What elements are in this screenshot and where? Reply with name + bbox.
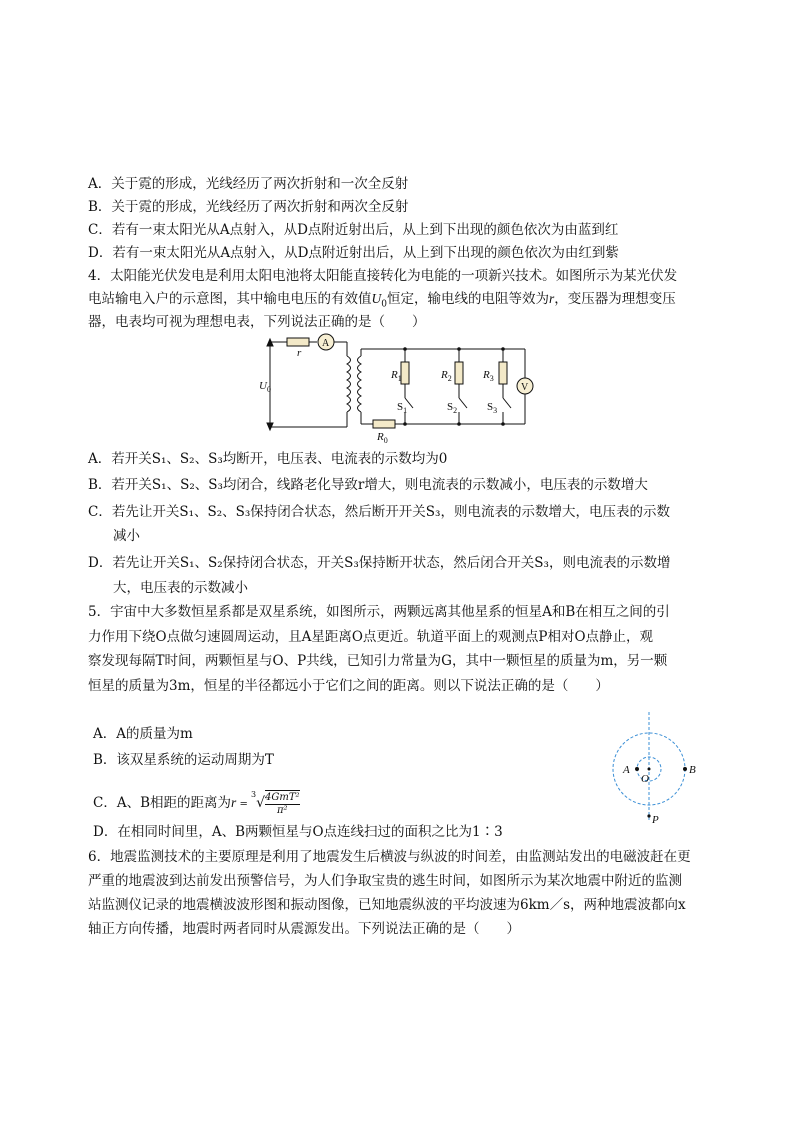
q5-stem-line3: 察发现每隔T时间，两颗恒星与O、P共线，已知引力常量为G，其中一颗恒星的质量为m，另一颗 [88,653,668,669]
center-o-label: O [641,773,649,785]
q3-option-a: A．关于霓的形成，光线经历了两次折射和一次全反射 [88,176,409,192]
voltmeter-label: V [521,382,529,393]
star-b-label: B [689,764,696,776]
star-a-label: A [623,764,630,776]
q6-stem-line4: 轴正方向传播，地震时两者同时从震源发出。下列说法正确的是（ ） [88,921,520,937]
q4-option-d: D．若先让开关S₁、S₂保持闭合状态，开关S₃保持断开状态，然后闭合开关S₃，则电流表的示数增 [88,555,671,571]
r3-label: $R_3$ [483,369,494,383]
q3-option-b: B．关于霓的形成，光线经历了两次折射和两次全反射 [88,199,409,215]
u0-label: $U_0$ [259,380,271,394]
q4-stem-line3: 器，电表均可视为理想电表，下列说法正确的是（ ） [88,314,426,330]
q6-stem-line2: 严重的地震波到达前发出预警信号，为人们争取宝贵的逃生时间，如图所示为某次地震中附近的监测 [88,873,682,889]
q5-stem-line4: 恒星的质量为3m，恒星的半径都远小于它们之间的距离。则以下说法正确的是（ ） [88,678,609,694]
q5-option-c: C．A、B相距的距离为r = $^3$√ 4GmT² π² [93,790,300,816]
r3-resistor [499,362,507,384]
r-label: r [297,347,302,359]
r2-resistor [455,362,463,384]
q4-stem-line1: 4．太阳能光伏发电是利用太阳电池将太阳能直接转化为电能的一项新兴技术。如图所示为某光伏发 [88,268,678,284]
q5-option-b: B．该双星系统的运动周期为T [93,752,274,768]
q5-stem-line2: 力作用下绕O点做匀速圆周运动，且A星距离O点更近。轨道平面上的观测点P相对O点静止，观 [88,629,654,645]
q4-circuit-diagram [255,334,535,444]
r-resistor [287,338,309,346]
q3-option-c: C．若有一束太阳光从A点射入，从D点附近射出后，从上到下出现的颜色依次为由蓝到红 [88,222,619,238]
q5-binary-star-diagram [604,712,694,827]
q4-option-b: B．若开关S₁、S₂、S₃均闭合，线路老化导致r增大，则电流表的示数减小，电压表的示数增大 [88,477,648,493]
q4-option-a: A．若开关S₁、S₂、S₃均断开，电压表、电流表的示数均为0 [88,451,448,467]
q3-option-d: D．若有一束太阳光从A点射入，从D点附近射出后，从上到下出现的颜色依次为由红到紫 [88,245,619,261]
point-p-label: P [652,814,659,826]
q5-option-d: D．在相同时间里，A、B两颗恒星与O点连线扫过的面积之比为1∶3 [93,824,503,840]
q6-stem-line3: 站监测仪记录的地震横波波形图和振动图像，已知地震纵波的平均波速为6km／s，两种地震波都向x [88,897,686,913]
q5-stem-line1: 5．宇宙中大多数恒星系都是双星系统，如图所示，两颗远离其他星系的恒星A和B在相互之间的引 [88,604,670,620]
q4-option-d-cont: 大，电压表的示数减小 [113,580,248,596]
r1-label: $R_1$ [391,369,402,383]
q4-option-c: C．若先让开关S₁、S₂、S₃保持闭合状态，然后断开开关S₃，则电流表的示数增大，电压表的示数 [88,504,670,520]
s3-label: $S_3$ [487,401,498,415]
q5-option-a: A．A的质量为m [93,726,193,742]
s1-label: $S_1$ [397,401,408,415]
q4-option-c-cont: 减小 [113,528,140,544]
q4-stem-line2: 电站输电入户的示意图，其中输电电压的有效值$U_0$恒定，输电线的电阻等效为r，变压器为理想变压 [88,291,676,310]
r0-label: $R_0$ [377,431,388,445]
q6-stem-line1: 6．地震监测技术的主要原理是利用了地震发生后横波与纵波的时间差，由监测站发出的电磁波赶在更 [88,849,691,865]
r1-resistor [401,362,409,384]
ammeter-label: A [322,338,330,349]
r2-label: $R_2$ [441,369,452,383]
s2-label: $S_2$ [447,401,458,415]
r0-resistor [373,420,395,428]
